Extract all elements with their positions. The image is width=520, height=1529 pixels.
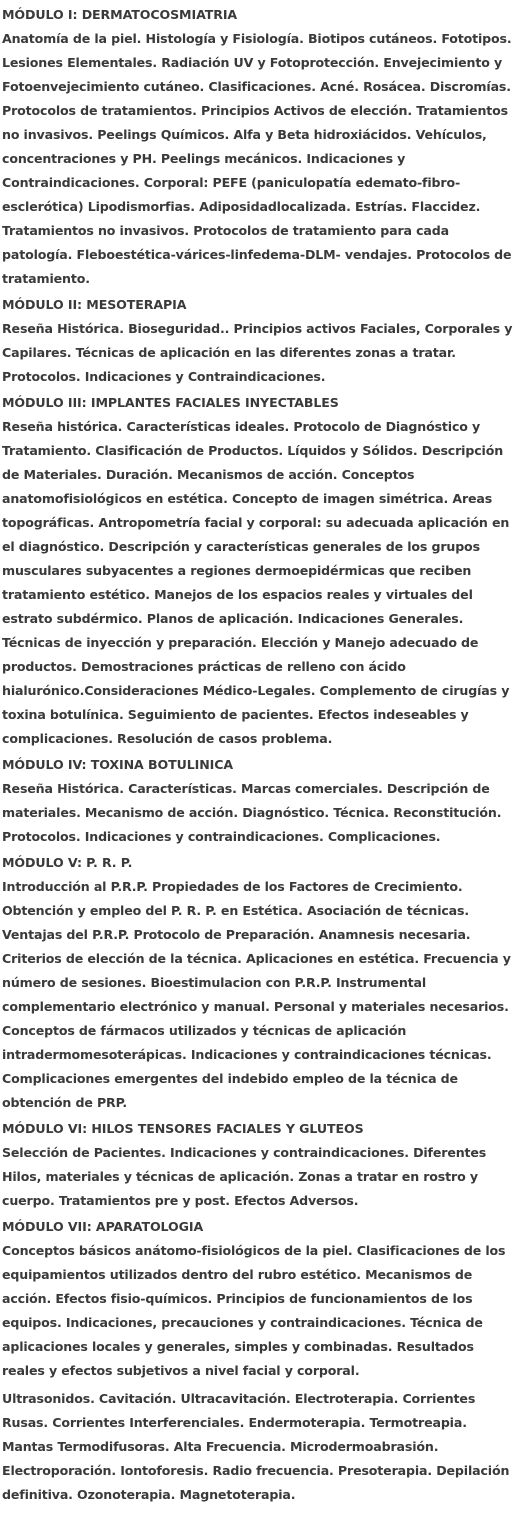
module-1 xyxy=(2,3,514,291)
module-title: MÓDULO VII: APARATOLOGIA xyxy=(2,1219,204,1234)
module-title: MÓDULO III: IMPLANTES FACIALES INYECTABLES xyxy=(2,395,339,410)
module-6 xyxy=(2,1117,514,1213)
module-title: MÓDULO II: MESOTERAPIA xyxy=(2,297,187,312)
module-title: MÓDULO VI: HILOS TENSORES FACIALES Y GLUTEOS xyxy=(2,1121,364,1136)
module-5 xyxy=(2,851,514,1115)
module-4 xyxy=(2,753,514,849)
module-3 xyxy=(2,391,514,751)
module-description: Reseña Histórica. Bioseguridad.. Principios activos Faciales, Corporales y Capilares. Técnicas de aplicación en las diferentes zonas a tratar. Protocolos. Indicaciones y Contraindicaciones. xyxy=(2,321,513,384)
module-description: Anatomía de la piel. Histología y Fisiología. Biotipos cutáneos. Fototipos. Lesiones Elementales. Radiación UV y Fotoprotección. Envejecimiento y Fotoenvejecimiento cutáneo. Clasificaciones. Acné. Rosácea. Discromías. Protocolos de tratamientos. Principios Activos de elección. Tratamientos no invasivos. Peelings Químicos. Alfa y Beta hidroxiácidos. Vehículos, concentraciones y PH. Peelings mecánicos. Indicaciones y Contraindicaciones. Corporal: PEFE (paniculopatía edemato-fibro-esclerótica) Lipodismorfias. Adiposidadlocalizada. Estrías. Flaccidez. Tratamientos no invasivos. Protocolos de tratamiento para cada patología. Fleboestética-várices-linfedema-DLM- vendajes. Protocolos de tratamiento. xyxy=(2,31,512,286)
module-description: Conceptos básicos anátomo-fisiológicos de la piel. Clasificaciones de los equipamientos utilizados dentro del rubro estético. Mecanismos de acción. Efectos fisio-químicos. Principios de funcionamientos de los equipos. Indicaciones, precauciones y contraindicaciones. Técnica de aplicaciones locales y generales, simples y combinadas. Resultados reales y efectos subjetivos a nivel facial y corporal. xyxy=(2,1243,506,1378)
module-title: MÓDULO V: P. R. P. xyxy=(2,855,133,870)
module-description: Introducción al P.R.P. Propiedades de los Factores de Crecimiento. Obtención y empleo del P. R. P. en Estética. Asociación de técnicas. Ventajas del P.R.P. Protocolo de Preparación. Anamnesis necesaria. Criterios de elección de la técnica. Aplicaciones en estética. Frecuencia y número de sesiones. Bioestimulacion con P.R.P. Instrumental complementario electrónico y manual. Personal y materiales necesarios. Conceptos de fármacos utilizados y técnicas de aplicación intradermomesoterápicas. Indicaciones y contraindicaciones técnicas. Complicaciones emergentes del indebido empleo de la técnica de obtención de PRP. xyxy=(2,879,511,1110)
module-description: Reseña Histórica. Características. Marcas comerciales. Descripción de materiales. Mecanismo de acción. Diagnóstico. Técnica. Reconstitución. Protocolos. Indicaciones y contraindicaciones. Complicaciones. xyxy=(2,781,502,844)
module-7 xyxy=(2,1215,514,1507)
module-equipment-list: Ultrasonidos. Cavitación. Ultracavitación. Electroterapia. Corrientes Rusas. Corrientes Interferenciales. Endermoterapia. Termotreapia. Mantas Termodifusoras. Alta Frecuencia. Microdermoabrasión. Electroporación. Iontoforesis. Radio frecuencia. Presoterapia. Depilación definitiva. Ozonoterapia. Magnetoterapia. xyxy=(2,1391,510,1502)
module-2 xyxy=(2,293,514,389)
module-title: MÓDULO I: DERMATOCOSMIATRIA xyxy=(2,7,238,22)
module-description: Selección de Pacientes. Indicaciones y contraindicaciones. Diferentes Hilos, materiales y técnicas de aplicación. Zonas a tratar en rostro y cuerpo. Tratamientos pre y post. Efectos Adversos. xyxy=(2,1145,487,1208)
module-title: MÓDULO IV: TOXINA BOTULINICA xyxy=(2,757,234,772)
module-description: Reseña histórica. Características ideales. Protocolo de Diagnóstico y Tratamiento. Clasificación de Productos. Líquidos y Sólidos. Descripción de Materiales. Duración. Mecanismos de acción. Conceptos anatomofisiológicos en estética. Concepto de imagen simétrica. Areas topográficas. Antropometría facial y corporal: su adecuada aplicación en el diagnóstico. Descripción y características generales de los grupos musculares subyacentes a regiones dermoepidérmicas que reciben tratamiento estético. Manejos de los espacios reales y virtuales del estrato subdérmico. Planos de aplicación. Indicaciones Generales. Técnicas de inyección y preparación. Elección y Manejo adecuado de productos. Demostraciones prácticas de relleno con ácido hialurónico.Consideraciones Médico-Legales. Complemento de cirugías y toxina botulínica. Seguimiento de pacientes. Efectos indeseables y complicaciones. Resolución de casos problema. xyxy=(2,419,510,746)
